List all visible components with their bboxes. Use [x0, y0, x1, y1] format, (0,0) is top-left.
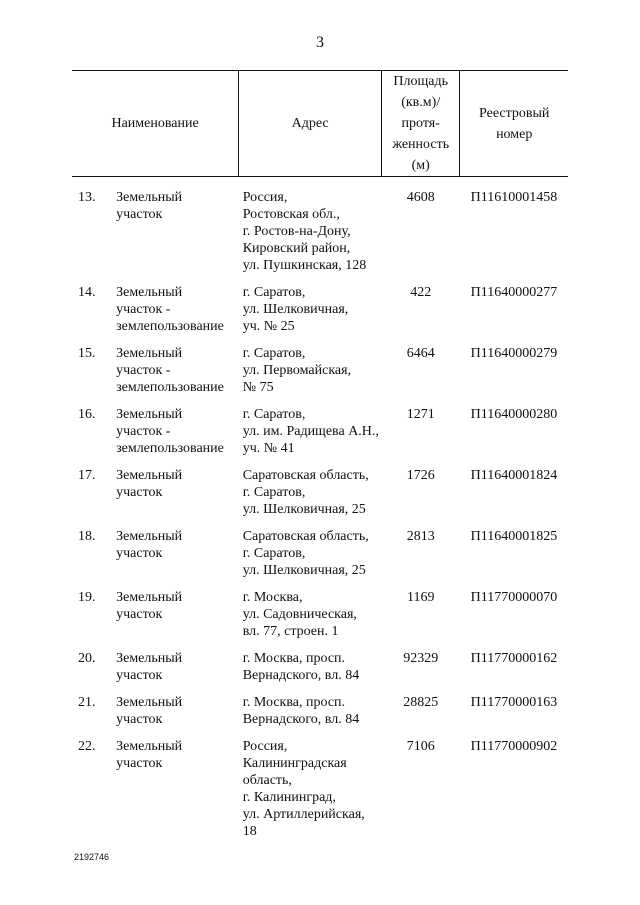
header-address: [239, 71, 382, 177]
row-address-line: Вернадского, вл. 84: [242, 712, 360, 727]
row-address-line: г. Саратов,: [242, 485, 306, 500]
row-name: [116, 457, 239, 518]
row-address-line: Саратовская область,: [242, 468, 369, 483]
row-address-line: ул. Пушкинская, 128: [242, 258, 367, 273]
header-area-line: (кв.м)/протя-: [401, 95, 441, 131]
row-name-line: Земельный: [116, 590, 183, 605]
row-address-line: г. Саратов,: [242, 546, 306, 561]
row-address-line: ул. Шелковичная, 25: [242, 563, 366, 578]
table-header-row: [72, 71, 568, 177]
row-area: 1169: [406, 590, 435, 605]
table-row: [72, 396, 568, 457]
row-name-line: Земельный: [116, 190, 183, 205]
header-registry: [460, 71, 568, 177]
row-address-line: Саратовская область,: [242, 529, 369, 544]
row-address-line: г. Ростов-на-Дону,: [242, 224, 351, 239]
row-address-line: область,: [242, 773, 292, 788]
row-registry-number: П11770000070: [470, 590, 558, 605]
table-body: [72, 177, 568, 841]
row-name: [116, 579, 239, 640]
row-address-line: г. Москва, просп.: [242, 695, 346, 710]
row-registry-number: П11770000902: [470, 739, 558, 754]
row-address-line: Вернадского, вл. 84: [242, 668, 360, 683]
row-name-line: Земельный: [116, 468, 183, 483]
row-name: [116, 518, 239, 579]
row-name: [116, 728, 239, 840]
row-number: 21.: [78, 695, 96, 710]
row-name: [116, 335, 239, 396]
row-registry-number: П11640001824: [470, 468, 558, 483]
header-area-line: Площадь: [393, 74, 449, 89]
header-address-label: Адрес: [291, 116, 329, 131]
header-area-line: (м): [411, 158, 430, 173]
table-row: [72, 640, 568, 684]
row-name-line: участок: [116, 712, 163, 727]
table-row: [72, 684, 568, 728]
row-registry-number: П11770000162: [470, 651, 558, 666]
row-name: [116, 640, 239, 684]
row-area: 2813: [406, 529, 435, 544]
row-name-line: участок: [116, 607, 163, 622]
row-registry-number: П11640000279: [470, 346, 558, 361]
row-number: 15.: [78, 346, 96, 361]
row-address-line: ул. Первомайская,: [242, 363, 352, 378]
row-address-line: уч. № 41: [242, 441, 295, 456]
row-address-line: ул. Артиллерийская, 18: [242, 807, 365, 839]
row-address-line: вл. 77, строен. 1: [242, 624, 339, 639]
row-name-line: Земельный: [116, 285, 183, 300]
row-address-line: Россия,: [242, 739, 288, 754]
row-registry-number: П11610001458: [470, 190, 558, 205]
row-name-line: Земельный: [116, 651, 183, 666]
row-address-line: г. Москва, просп.: [242, 651, 346, 666]
row-registry-number: П11640000280: [470, 407, 558, 422]
row-name: [116, 396, 239, 457]
row-address-line: г. Калининград,: [242, 790, 336, 805]
row-address-line: уч. № 25: [242, 319, 295, 334]
row-number: 22.: [78, 739, 96, 754]
row-address-line: Кировский район,: [242, 241, 351, 256]
row-name-line: Земельный: [116, 346, 183, 361]
table-row: [72, 518, 568, 579]
row-area: 92329: [403, 651, 439, 666]
row-address: [239, 518, 382, 579]
row-address: [239, 335, 382, 396]
row-registry-number: П11640000277: [470, 285, 558, 300]
row-number: 18.: [78, 529, 96, 544]
header-area: [382, 71, 460, 177]
row-name: [116, 274, 239, 335]
row-area: 7106: [406, 739, 435, 754]
table-row: [72, 728, 568, 840]
row-address-line: Россия,: [242, 190, 288, 205]
row-number: 17.: [78, 468, 96, 483]
row-address: [239, 177, 382, 275]
row-registry-number: П11640001825: [470, 529, 558, 544]
row-address: [239, 684, 382, 728]
table-row: [72, 274, 568, 335]
row-number: 14.: [78, 285, 96, 300]
row-address: [239, 274, 382, 335]
row-address-line: Калининградская: [242, 756, 347, 771]
row-address: [239, 396, 382, 457]
row-address: [239, 579, 382, 640]
header-name: [72, 71, 239, 177]
row-address-line: ул. им. Радищева А.Н.,: [242, 424, 379, 439]
row-address-line: № 75: [242, 380, 274, 395]
row-address-line: ул. Садовническая,: [242, 607, 357, 622]
row-number: 13.: [78, 190, 96, 205]
row-number: 20.: [78, 651, 96, 666]
row-name-line: участок -: [116, 363, 171, 378]
row-area: 1726: [406, 468, 435, 483]
row-address: [239, 640, 382, 684]
document-code: 2192746: [74, 852, 110, 862]
row-area: 1271: [406, 407, 435, 422]
row-number: 19.: [78, 590, 96, 605]
table-row: [72, 579, 568, 640]
row-area: 28825: [403, 695, 439, 710]
header-registry-line: Реестровый: [479, 105, 550, 121]
row-name-line: участок -: [116, 424, 171, 439]
registry-table: [72, 70, 568, 840]
row-name: [116, 177, 239, 275]
row-name-line: землепользование: [116, 319, 224, 334]
row-name-line: участок: [116, 756, 163, 771]
row-address: [239, 728, 382, 840]
header-registry-line: номер: [496, 126, 533, 142]
row-address-line: Ростовская обл.,: [242, 207, 340, 222]
row-address-line: г. Саратов,: [242, 407, 306, 422]
table-row: [72, 335, 568, 396]
row-name-line: участок: [116, 207, 163, 222]
row-name-line: Земельный: [116, 407, 183, 422]
row-name-line: участок: [116, 485, 163, 500]
row-address-line: ул. Шелковичная,: [242, 302, 349, 317]
row-name-line: участок -: [116, 302, 171, 317]
row-area: 422: [410, 285, 432, 300]
row-registry-number: П11770000163: [470, 695, 558, 710]
row-name-line: Земельный: [116, 529, 183, 544]
row-name-line: Земельный: [116, 739, 183, 754]
row-name-line: землепользование: [116, 441, 224, 456]
page-number: 3: [316, 34, 324, 51]
row-area: 6464: [406, 346, 435, 361]
row-name: [116, 684, 239, 728]
row-name-line: землепользование: [116, 380, 224, 395]
table-row: [72, 457, 568, 518]
row-address: [239, 457, 382, 518]
row-address-line: г. Москва,: [242, 590, 303, 605]
row-name-line: участок: [116, 546, 163, 561]
row-area: 4608: [406, 190, 435, 205]
row-name-line: участок: [116, 668, 163, 683]
header-area-line: женность: [392, 137, 450, 152]
row-name-line: Земельный: [116, 695, 183, 710]
header-name-label: Наименование: [111, 116, 199, 131]
row-address-line: г. Саратов,: [242, 285, 306, 300]
row-address-line: г. Саратов,: [242, 346, 306, 361]
row-address-line: ул. Шелковичная, 25: [242, 502, 366, 517]
row-number: 16.: [78, 407, 96, 422]
table-row: [72, 177, 568, 275]
